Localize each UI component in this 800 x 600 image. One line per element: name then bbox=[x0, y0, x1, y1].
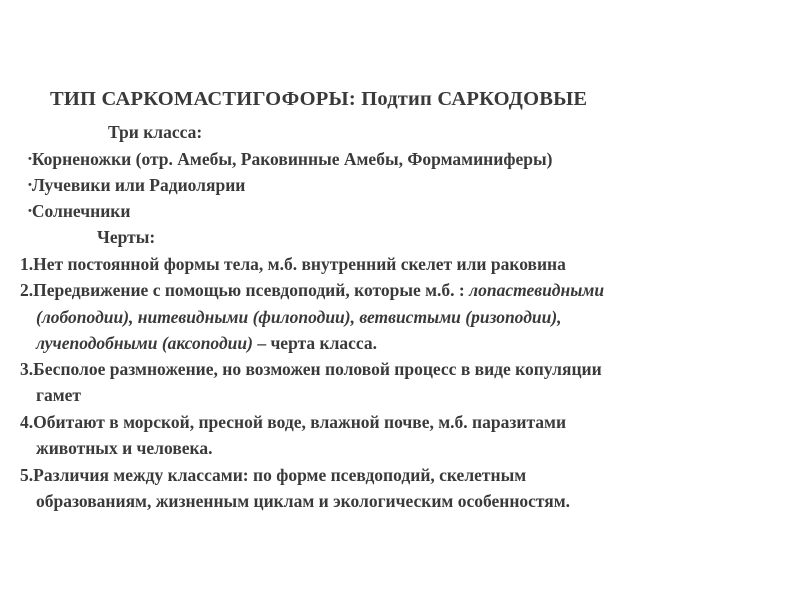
classes-heading: Три класса: bbox=[108, 122, 203, 142]
feature-item-1 bbox=[20, 254, 566, 275]
feature-number: 4. bbox=[20, 412, 34, 432]
feature-item-2 bbox=[20, 280, 604, 301]
feature-item-2-line-2: (лобоподии), нитевидными (филоподии), ветвистыми (ризоподии), bbox=[36, 307, 562, 327]
feature-item-5-line-2: образованиям, жизненным циклам и экологическим особенностям. bbox=[36, 491, 571, 511]
feature-item-5 bbox=[20, 465, 526, 486]
class-item-text: Солнечники bbox=[31, 201, 131, 221]
feature-item-4-line-2: животных и человека. bbox=[36, 438, 213, 458]
feature-text: Передвижение с помощью псевдоподий, которые м.б. : bbox=[33, 280, 470, 300]
feature-text: Бесполое размножение, но возможен половой процесс в виде копуляции bbox=[33, 359, 602, 379]
class-item-3 bbox=[28, 201, 130, 222]
feature-number: 1. bbox=[20, 254, 34, 274]
bullet-icon: • bbox=[28, 152, 32, 165]
class-item-text: Лучевики или Радиолярии bbox=[31, 175, 246, 195]
feature-item-2-line-3 bbox=[36, 333, 377, 354]
bullet-icon: • bbox=[28, 204, 32, 217]
bullet-icon: • bbox=[28, 178, 32, 191]
feature-text: Различия между классами: по форме псевдоподий, скелетным bbox=[33, 465, 527, 485]
feature-text: Обитают в морской, пресной воде, влажной почве, м.б. паразитами bbox=[33, 412, 567, 432]
feature-item-3 bbox=[20, 359, 602, 380]
feature-item-4 bbox=[20, 412, 566, 433]
class-item-1 bbox=[28, 149, 552, 170]
feature-number: 5. bbox=[20, 465, 34, 485]
features-heading: Черты: bbox=[97, 227, 156, 247]
feature-number: 2. bbox=[20, 280, 34, 300]
feature-text: Нет постоянной формы тела, м.б. внутренний скелет или раковина bbox=[33, 254, 566, 274]
feature-italic-text: лопастевидными bbox=[469, 280, 605, 300]
feature-italic-text: лучеподобными (аксоподии) bbox=[36, 333, 253, 353]
feature-text: – черта класса. bbox=[252, 333, 378, 353]
class-item-2 bbox=[28, 175, 245, 196]
class-item-text: Корненожки (отр. Амебы, Раковинные Амебы, Формаминиферы) bbox=[31, 149, 553, 169]
feature-item-3-line-2: гамет bbox=[36, 385, 81, 405]
feature-number: 3. bbox=[20, 359, 34, 379]
slide-title: ТИП САРКОМАСТИГОФОРЫ: Подтип САРКОДОВЫЕ bbox=[50, 88, 588, 110]
